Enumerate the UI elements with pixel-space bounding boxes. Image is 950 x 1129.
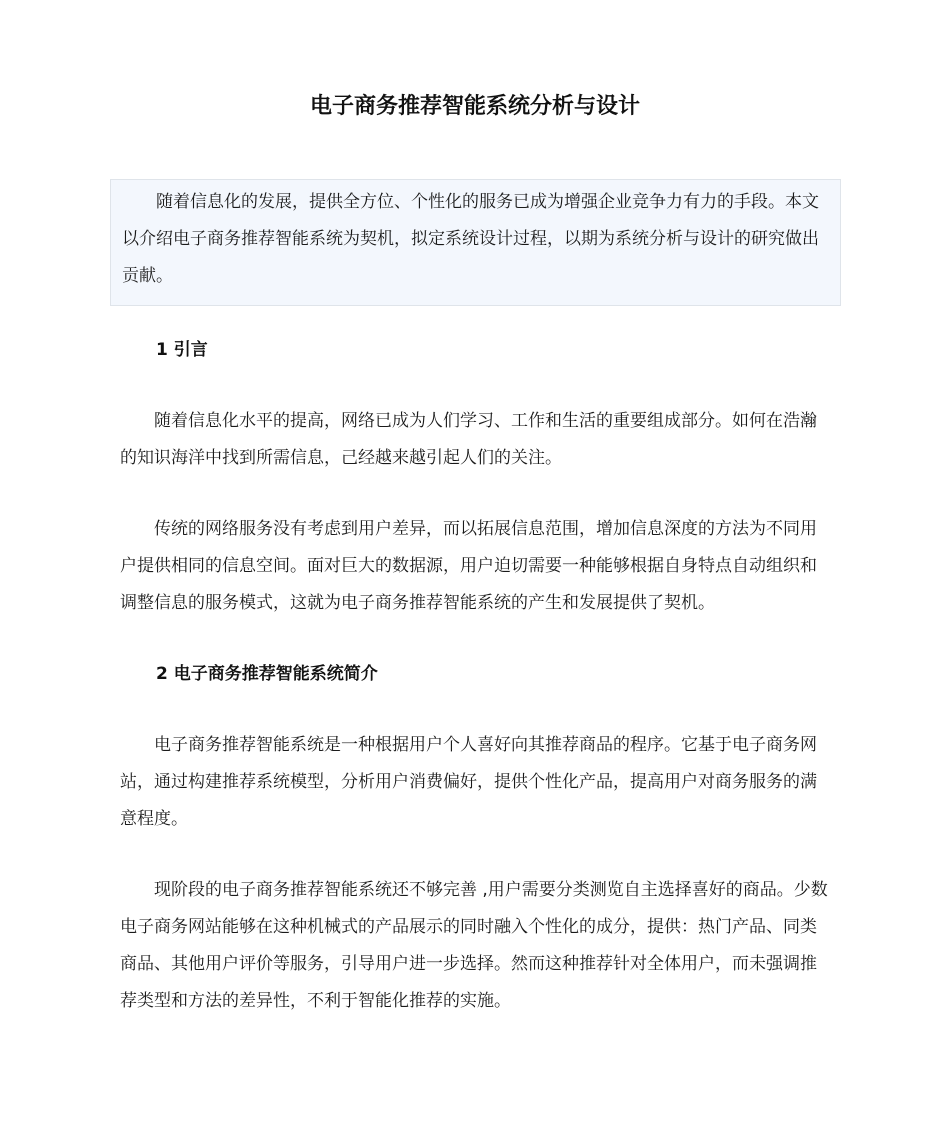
paragraph: 随着信息化水平的提高，网络已成为人们学习、工作和生活的重要组成部分。如何在浩瀚的知识海洋中找到所需信息，己经越来越引起人们的关注。: [120, 411, 817, 468]
section-heading-overview: 2 电子商务推荐智能系统简介: [156, 664, 378, 684]
abstract-box: 随着信息化的发展，提供全方位、个性化的服务已成为增强企业竞争力有力的手段。本文以介绍电子商务推荐智能系统为契机，拟定系统设计过程，以期为系统分析与设计的研究做出贡献。: [110, 179, 841, 306]
document-title: 电子商务推荐智能系统分析与设计: [309, 94, 640, 119]
section-heading-intro: 1 引言: [156, 340, 208, 360]
paragraph: 传统的网络服务没有考虑到用户差异，而以拓展信息范围，增加信息深度的方法为不同用户提供相同的信息空间。面对巨大的数据源，用户迫切需要一种能够根据自身特点自动组织和调整信息的服务模式，这就为电子商务推荐智能系统的产生和发展提供了契机。: [120, 519, 817, 613]
paragraph: 现阶段的电子商务推荐智能系统还不够完善 ,用户需要分类测览自主选择喜好的商品。少数电子商务网站能够在这种机械式的产品展示的同时融入个性化的成分，提供：热门产品、同类商品、其他用户评价等服务，引导用户进一步选择。然而这种推荐针对全体用户，而未强调推荐类型和方法的差异性，不利于智能化推荐的实施。: [120, 880, 828, 1011]
paragraph: 电子商务推荐智能系统是一种根据用户个人喜好向其推荐商品的程序。它基于电子商务网站，通过构建推荐系统模型，分析用户消费偏好，提供个性化产品，提高用户对商务服务的满意程度。: [120, 735, 817, 829]
